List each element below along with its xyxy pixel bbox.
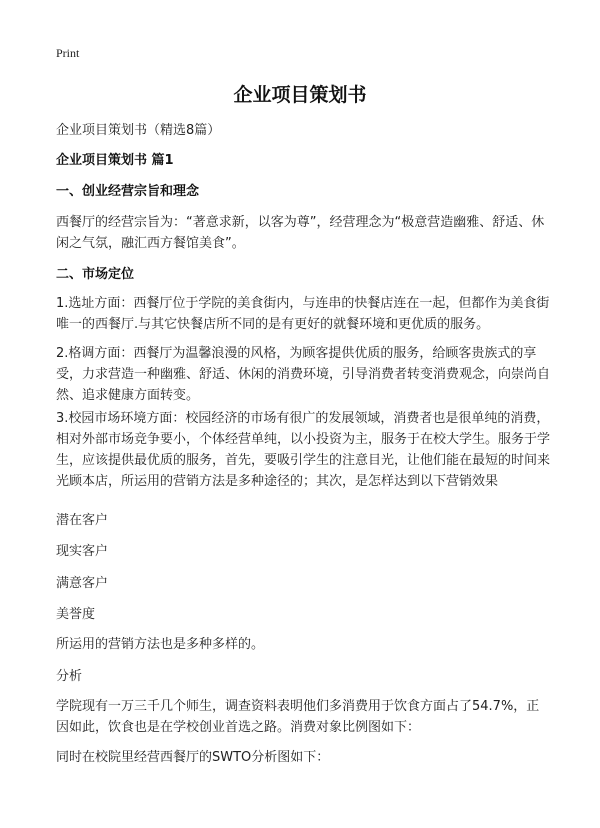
effect-item-actual-customers: 现实客户 [56, 544, 109, 559]
section-2-paragraph-1: 1.选址方面：西餐厅位于学院的美食街内，与连串的快餐店连在一起，但都作为美食街唯一的西餐厅.与其它快餐店所不同的是有更好的就餐环境和更优质的服务。 [56, 296, 550, 332]
section-2-paragraph-3: 3.校园市场环境方面：校园经济的市场有很广的发展领域，消费者也是很单纯的消费，相对外部市场竞争要小，个体经营单纯，以小投资为主，服务于在校大学生。服务于学生，应该提供最优质的服务，首先，要吸引学生的注意目光，让他们能在最短的时间来光顾本店，所运用的营销方法是多种途径的；其次，是怎样达到以下营销效果 [56, 411, 551, 489]
document-subtitle: 企业项目策划书（精选8篇） [56, 123, 221, 138]
marketing-methods-text: 所运用的营销方法也是多种多样的。 [56, 637, 265, 652]
print-label: Print [56, 46, 80, 60]
swot-intro-line: 同时在校院里经营西餐厅的SWTO分析图如下： [56, 750, 330, 765]
analysis-body: 学院现有一万三千几个师生，调查资料表明他们多消费用于饮食方面占了54.7%，正因如此，饮食也是在学校创业首选之路。消费对象比例图如下： [56, 699, 540, 735]
effect-item-potential-customers: 潜在客户 [56, 513, 109, 528]
analysis-label: 分析 [56, 669, 83, 684]
document-title: 企业项目策划书 [233, 84, 367, 106]
effect-item-satisfied-customers: 满意客户 [56, 576, 109, 591]
section-1-body: 西餐厅的经营宗旨为：“著意求新，以客为尊”，经营理念为“极意营造幽雅、舒适、休闲之气氛，融汇西方餐馆美食”。 [56, 215, 545, 251]
article-heading: 企业项目策划书 篇1 [56, 153, 174, 168]
section-2-heading: 二、市场定位 [56, 267, 135, 282]
section-2-paragraph-2: 2.格调方面：西餐厅为温馨浪漫的风格，为顾客提供优质的服务，给顾客贵族式的享受，力求营造一种幽雅、舒适、休闲的消费环境，引导消费者转变消费观念，向崇尚自然、追求健康方面转变。 [56, 346, 551, 403]
section-1-heading: 一、创业经营宗旨和理念 [56, 184, 200, 199]
effect-item-reputation: 美誉度 [56, 607, 96, 622]
